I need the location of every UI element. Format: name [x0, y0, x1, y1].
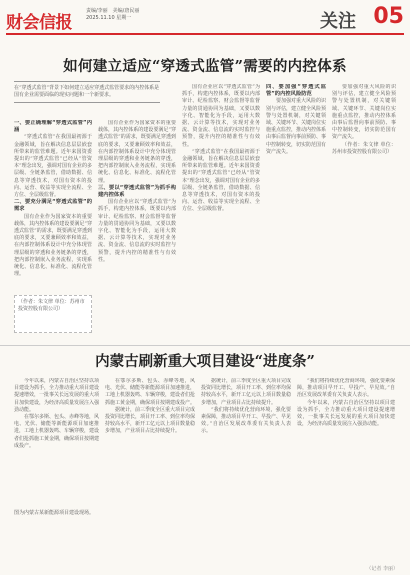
- article2-paragraph-2: 在鄂尔多斯、包头、赤峰等地，风电、光伏、储能等新能源项目加速推进，工地上机器轰鸣、车辆穿梭，建设者们抢抓施工黄金期，确保项目按期建成投产。: [14, 414, 99, 449]
- article2-paragraph-1: 今年以来，内蒙古自治区坚持以项目建设为抓手，全力推动重大项目建设提速增效，一批事关长远发展的重大项目加快建设，为经济高质量发展注入强劲动能。: [14, 378, 99, 413]
- section-3-continued: 国有企业应以“穿透式监管”为抓手，构建内控体系，既要以内部审计、纪检监察、财会监督等监督力量的贯通协同为基础，又要以数字化、智能化为手段，运用大数据、云计算等技术，实现对业务流、资金流、信息流的实时监控与预警，提升内控的精准性与有效性。: [182, 84, 260, 148]
- article2-paragraph-1b: 今年以来，内蒙古自治区坚持以项目建设为抓手，全力推动重大项目建设提速增效，一批事关长远发展的重大项目加快建设，为经济高质量发展注入强劲动能。: [297, 399, 395, 428]
- newspaper-logo: 财会信报: [6, 13, 72, 33]
- section-2-text: 国有企业作为国家资本的重要载体，其内控体系的建设要满足“穿透式监管”的需求，既要满足穿透到底的要求，又要兼顾效率和效益，在内部控制体系设计中充分体现管理层级的穿透和业务链条的穿透，把内部控制嵌入业务流程，实现系统化、信息化、标准化、流程化管理。: [14, 213, 92, 278]
- article2-paragraph-3: 据统计，前三季度全区重大项目完成投资同比增长，项目开工率、到位率均保持较高水平，新开工亿元以上项目数量稳步增加，产业项目占比持续提升。: [105, 406, 195, 435]
- article2-column-2: [105, 378, 195, 568]
- section-3-text: 国有企业应以“穿透式监管”为抓手，构建内控体系，既要以内部审计、纪检监察、财会监督等监督力量的贯通协同为基础，又要以数字化、智能化为手段，运用大数据、云计算等技术，实现对业务流、资金流、信息流的实时监控与预警，提升内控的精准性与有效性。: [98, 199, 176, 263]
- section-3-title: 三、要以“穿透式监管”为抓手构建内控体系: [98, 184, 176, 199]
- editor-line: 责编/李丽 美编/唐民丽: [86, 8, 140, 14]
- masthead-meta: [86, 8, 139, 22]
- article1-column-3: [182, 84, 260, 340]
- article2-column-4: [297, 378, 395, 558]
- article2-column-3: [201, 378, 291, 568]
- article2-paragraph-4: “我们将持续优化营商环境，强化要素保障，推动项目早开工、早投产、早见效。”自治区发展改革委有关负责人表示。: [201, 406, 291, 435]
- section-4-text: 要加强对重大风险的识别与评估，建立健全风险预警与处置机制，对关键领域、关键环节、关键岗位实施重点监控，推动内控体系由事后监督向事前预防、事中控制转变，切实防范国有资产流失。: [266, 98, 326, 155]
- section-4-title: 四、要加强“穿透式监管”的内控风险防范: [266, 84, 326, 98]
- photo-caption: 图为内蒙古某新能源项目建设现场。: [14, 510, 95, 516]
- section-1-text: “穿透式监管”在我国最初源于金融领域，旨在解决信息层层嵌套所带来的监管难题。近年来国资委提出的“穿透式监管”已经从“管资本”理念出发，强调对国有企业的多层级、全链条监管，借助数据、信息等穿透技术，对国有资本的投向、运营、收益等实现全流程、全方位、全层级监督。: [14, 134, 92, 199]
- page-number: 05: [373, 4, 404, 29]
- article1-column-2: [98, 120, 176, 340]
- date-line: 2025.11.10 星期一: [86, 15, 132, 21]
- article1-column-1: [14, 120, 92, 290]
- section-4-continued: 要加强对重大风险的识别与评估，建立健全风险预警与处置机制，对关键领域、关键环节、关键岗位实施重点监控，推动内控体系由事后监督向事前预防、事中控制转变，切实防范国有资产流失。: [332, 84, 396, 141]
- masthead-rule: [6, 33, 404, 35]
- section-1-title: 一、要正确理解“穿透式监管”内涵: [14, 120, 92, 134]
- article1-deck: [14, 81, 160, 103]
- article2-headline: 内蒙古刷新重大项目建设“进度条”: [95, 353, 315, 370]
- article-divider: [0, 345, 410, 346]
- sidebar-note-text: （作者：朱文律 单位：苏州市投资控股有限公司）: [18, 299, 85, 312]
- article1-column-5: [332, 84, 396, 340]
- article2-column-1: [14, 378, 99, 506]
- article1-headline: 如何建立适应“穿透式监管”需要的内控体系: [63, 58, 347, 75]
- deck-text: 在“穿透式监管”背景下如何建立适应穿透式监管要求的内控体系是国有企业需要面临的现实问题和一个新要求。: [14, 85, 160, 99]
- section-2-continued: 国有企业作为国家资本的重要载体，其内控体系的建设要满足“穿透式监管”的需求，既要满足穿透到底的要求，又要兼顾效率和效益，在内部控制体系设计中充分体现管理层级的穿透和业务链条的穿透，把内部控制嵌入业务流程，实现系统化、信息化、标准化、流程化管理。: [98, 120, 176, 184]
- article2-paragraph-2b: 在鄂尔多斯、包头、赤峰等地，风电、光伏、储能等新能源项目加速推进，工地上机器轰鸣、车辆穿梭，建设者们抢抓施工黄金期，确保项目按期建成投产。: [105, 378, 195, 406]
- masthead: [0, 0, 410, 44]
- article1-column-4: [266, 84, 326, 340]
- section-2-title: 二、要充分满足“穿透式监管”的需求: [14, 199, 92, 213]
- section-1-continued: “穿透式监管”在我国最初源于金融领域，旨在解决信息层层嵌套所带来的监管难题。近年来国资委提出的“穿透式监管”已经从“管资本”理念出发，强调对国有企业的多层级、全链条监管，借助数据、信息等穿透技术，对国有资本的投向、运营、收益等实现全流程、全方位、全层级监督。: [182, 148, 260, 213]
- sidebar-note: [14, 295, 92, 333]
- article2-byline: （记者 李丽）: [366, 566, 398, 572]
- article2-paragraph-3b: 据统计，前三季度全区重大项目完成投资同比增长，项目开工率、到位率均保持较高水平，新开工亿元以上项目数量稳步增加，产业项目占比持续提升。: [201, 378, 291, 406]
- author-box: （作者：朱文律 单位：苏州市投资控股有限公司）: [332, 141, 396, 155]
- section-title: 关注: [320, 11, 356, 32]
- article2-paragraph-4b: “我们将持续优化营商环境，强化要素保障，推动项目早开工、早投产、早见效。”自治区发展改革委有关负责人表示。: [297, 378, 395, 399]
